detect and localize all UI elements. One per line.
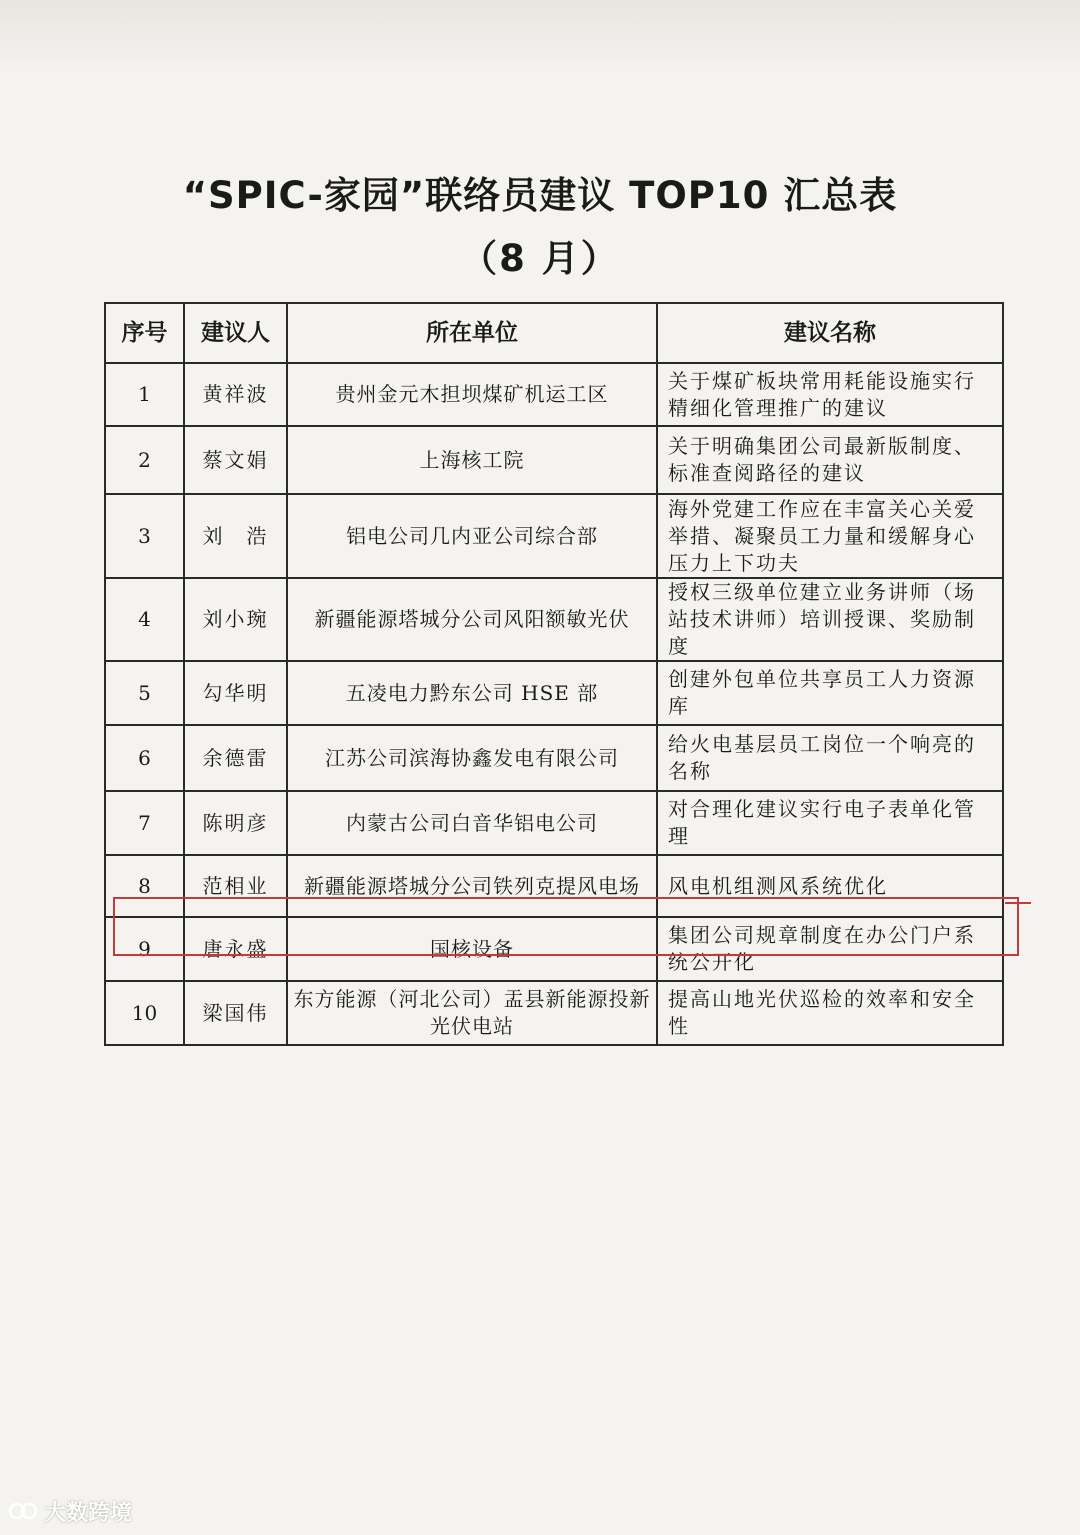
row-title: 给火电基层员工岗位一个响亮的名称: [657, 725, 1003, 791]
table-row: [105, 855, 1003, 917]
row-name: 陈明彦: [184, 791, 287, 855]
table-row: [105, 661, 1003, 725]
row-title: 风电机组测风系统优化: [657, 855, 1003, 917]
row-unit: 国核设备: [287, 917, 657, 981]
header-title: 建议名称: [657, 303, 1003, 363]
row-no: 1: [105, 363, 184, 426]
row-name: 梁国伟: [184, 981, 287, 1045]
row-unit: 贵州金元木担坝煤矿机运工区: [287, 363, 657, 426]
header-name: 建议人: [184, 303, 287, 363]
row-name: 唐永盛: [184, 917, 287, 981]
row-no: 7: [105, 791, 184, 855]
row-name: 勾华明: [184, 661, 287, 725]
table-header-row: [105, 303, 1003, 363]
row-name: 刘 浩: [184, 494, 287, 578]
header-no: 序号: [105, 303, 184, 363]
row-no: 2: [105, 426, 184, 494]
row-unit: 新疆能源塔城分公司风阳额敏光伏: [287, 578, 657, 661]
document-title: “SPIC-家园”联络员建议 TOP10 汇总表: [182, 174, 898, 217]
row-unit: 铝电公司几内亚公司综合部: [287, 494, 657, 578]
row-unit: 上海核工院: [287, 426, 657, 494]
row-unit: 五凌电力黔东公司 HSE 部: [287, 661, 657, 725]
row-no: 9: [105, 917, 184, 981]
row-name: 蔡文娟: [184, 426, 287, 494]
watermark-logo-icon: [8, 1498, 38, 1524]
header-unit: 所在单位: [287, 303, 657, 363]
row-title: 集团公司规章制度在办公门户系统公开化: [657, 917, 1003, 981]
row-no: 6: [105, 725, 184, 791]
row-no: 3: [105, 494, 184, 578]
row-name: 范相业: [184, 855, 287, 917]
row-title: 提高山地光伏巡检的效率和安全性: [657, 981, 1003, 1045]
table-row: [105, 791, 1003, 855]
row-no: 8: [105, 855, 184, 917]
row-title: 创建外包单位共享员工人力资源库: [657, 661, 1003, 725]
suggestions-table: [104, 302, 1004, 1046]
row-name: 黄祥波: [184, 363, 287, 426]
row-unit: 东方能源（河北公司）盂县新能源投新光伏电站: [287, 981, 657, 1045]
table-row: [105, 494, 1003, 578]
row-title: 对合理化建议实行电子表单化管理: [657, 791, 1003, 855]
document-subtitle: （8 月）: [460, 237, 620, 280]
watermark-text: 大数跨境: [44, 1500, 133, 1526]
row-title: 授权三级单位建立业务讲师（场站技术讲师）培训授课、奖励制度: [657, 578, 1003, 661]
highlight-stroke-tail: [1005, 902, 1031, 904]
table-row: [105, 578, 1003, 661]
table-row: [105, 917, 1003, 981]
row-unit: 内蒙古公司白音华铝电公司: [287, 791, 657, 855]
table-row: [105, 725, 1003, 791]
row-no: 10: [105, 981, 184, 1045]
row-unit: 江苏公司滨海协鑫发电有限公司: [287, 725, 657, 791]
row-title: 海外党建工作应在丰富关心关爱举措、凝聚员工力量和缓解身心压力上下功夫: [657, 494, 1003, 578]
table-row: [105, 981, 1003, 1045]
row-unit: 新疆能源塔城分公司铁列克提风电场: [287, 855, 657, 917]
paper-shadow: [0, 0, 1080, 70]
row-no: 4: [105, 578, 184, 661]
watermark: [8, 1496, 132, 1526]
row-title: 关于煤矿板块常用耗能设施实行精细化管理推广的建议: [657, 363, 1003, 426]
table-row: [105, 426, 1003, 494]
row-title: 关于明确集团公司最新版制度、标准查阅路径的建议: [657, 426, 1003, 494]
table-row: [105, 363, 1003, 426]
row-name: 余德雷: [184, 725, 287, 791]
row-no: 5: [105, 661, 184, 725]
row-name: 刘小琬: [184, 578, 287, 661]
